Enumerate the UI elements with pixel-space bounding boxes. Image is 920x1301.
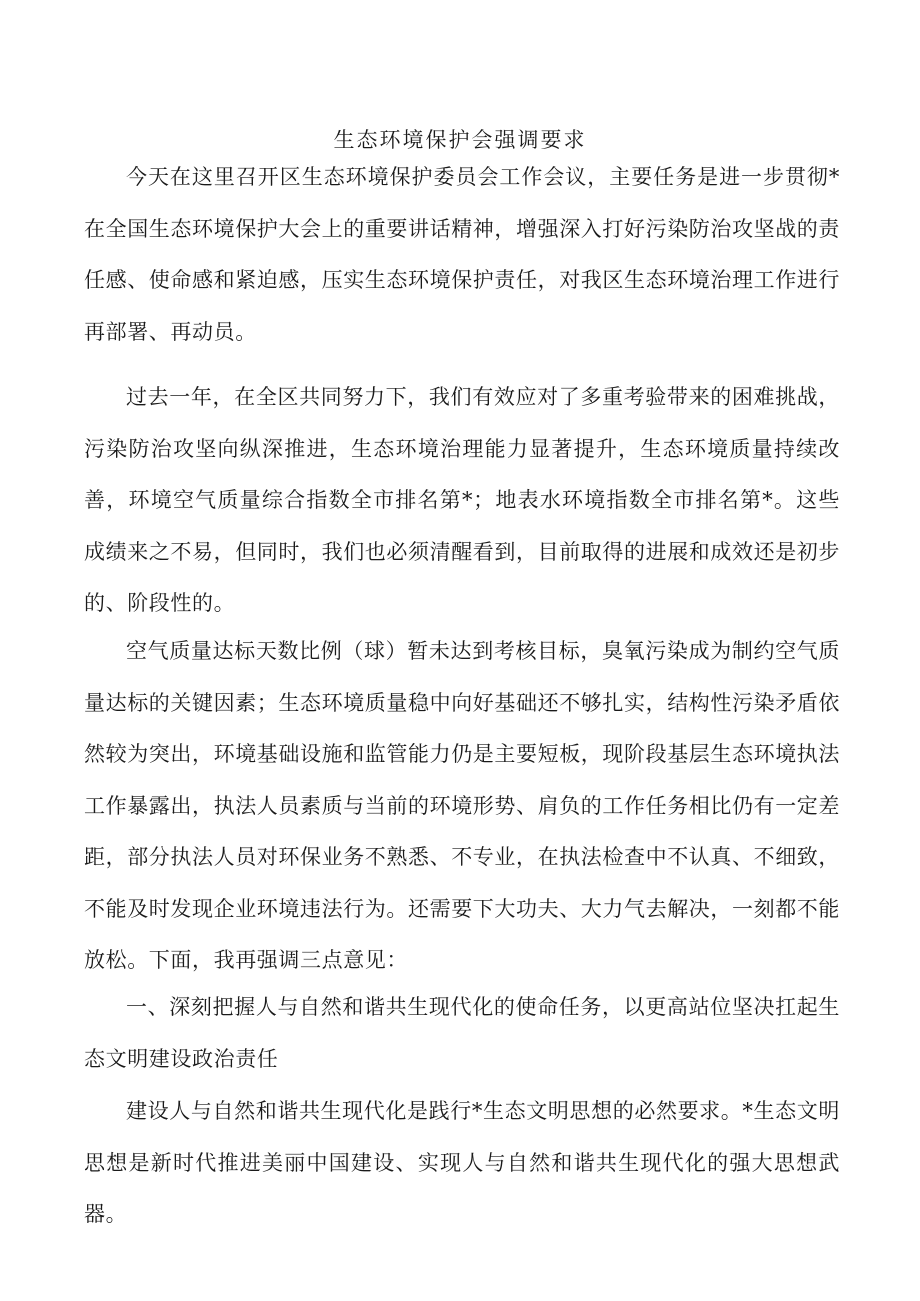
section-heading-one: 一、深刻把握人与自然和谐共生现代化的使命任务，以更高站位坚决扛起生态文明建设政治责任 — [84, 995, 840, 1071]
paragraph-problems: 空气质量达标天数比例（球）暂未达到考核目标，臭氧污染成为制约空气质量达标的关键因素；生态环境质量稳中向好基础还不够扎实，结构性污染矛盾依然较为突出，环境基础设施和监管能力仍是主要短板，现阶段基层生态环境执法工作暴露出，执法人员素质与当前的环境形势、肩负的工作任务相比仍有一定差距，部分执法人员对环保业务不熟悉、不专业，在执法检查中不认真、不细致，不能及时发现企业环境违法行为。还需要下大功夫、大力气去解决，一刻都不能放松。下面，我再强调三点意见： — [84, 639, 840, 972]
document-title: 生态环境保护会强调要求 — [333, 128, 587, 152]
paragraph-past-year: 过去一年，在全区共同努力下，我们有效应对了多重考验带来的困难挑战，污染防治攻坚向纵深推进，生态环境治理能力显著提升，生态环境质量持续改善，环境空气质量综合指数全市排名第*；地表水环境指数全市排名第*。这些成绩来之不易，但同时，我们也必须清醒看到，目前取得的进展和成效还是初步的、阶段性的。 — [84, 385, 840, 615]
paragraph-opening: 今天在这里召开区生态环境保护委员会工作会议，主要任务是进一步贯彻*在全国生态环境保护大会上的重要讲话精神，增强深入打好污染防治攻坚战的责任感、使命感和紧迫感，压实生态环境保护责任，对我区生态环境治理工作进行再部署、再动员。 — [84, 165, 840, 344]
paragraph-section-one-body: 建设人与自然和谐共生现代化是践行*生态文明思想的必然要求。*生态文明思想是新时代推进美丽中国建设、实现人与自然和谐共生现代化的强大思想武器。 — [84, 1099, 840, 1226]
